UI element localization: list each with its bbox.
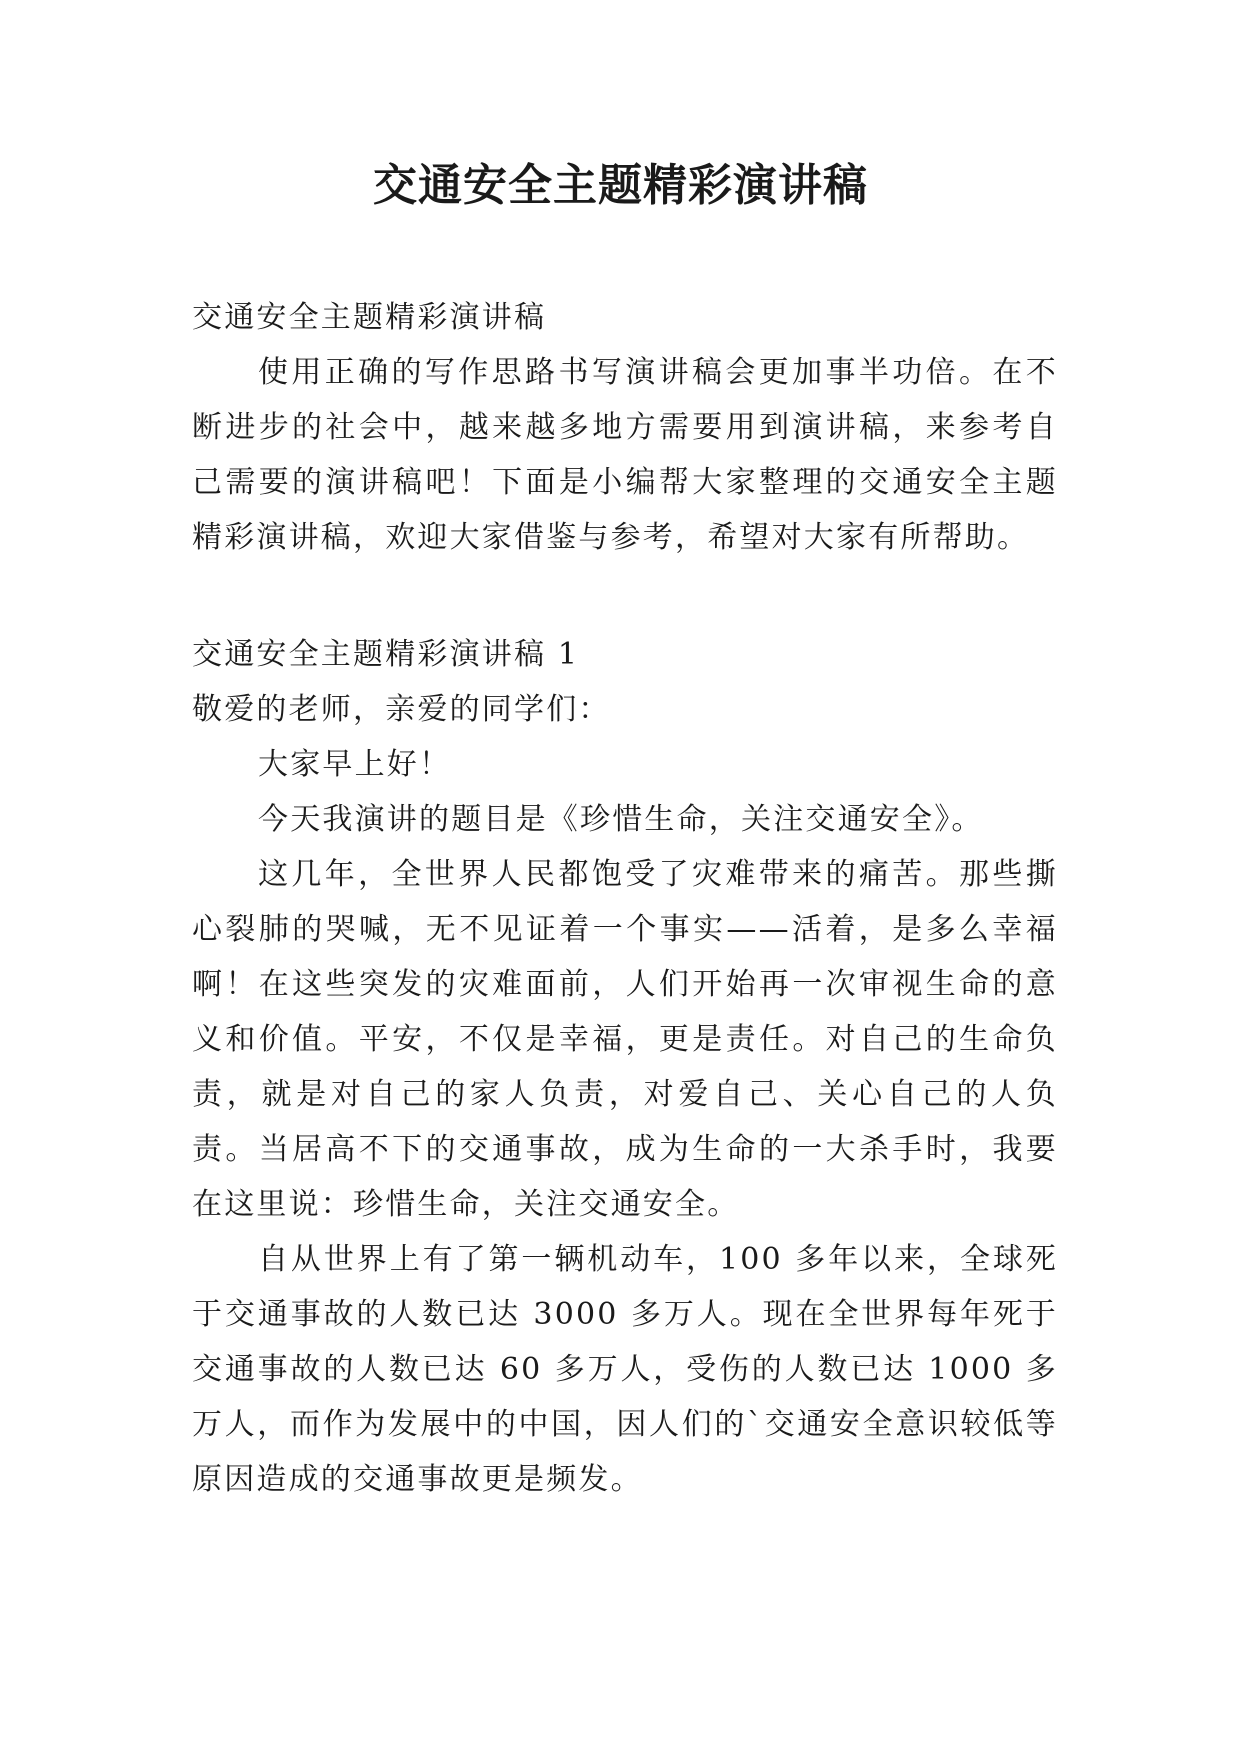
body-paragraph: 自从世界上有了第一辆机动车，100 多年以来，全球死于交通事故的人数已达 3000 多万人。现在全世界每年死于交通事故的人数已达 60 多万人，受伤的人数已达 1000 多万人，而作为发展中的中国，因人们的`交通安全意识较低等原因造成的交通事故更是频发。: [192, 1242, 1058, 1497]
document-title: 交通安全主题精彩演讲稿: [373, 160, 868, 211]
body-paragraph: 这几年，全世界人民都饱受了灾难带来的痛苦。那些撕心裂肺的哭喊，无不见证着一个事实——活着，是多么幸福啊！在这些突发的灾难面前，人们开始再一次审视生命的意义和价值。平安，不仅是幸福，更是责任。对自己的生命负责，就是对自己的家人负责，对爱自己、关心自己的人负责。当居高不下的交通事故，成为生命的一大杀手时，我要在这里说：珍惜生命，关注交通安全。: [192, 857, 1058, 1222]
subtitle: 交通安全主题精彩演讲稿: [192, 300, 547, 335]
document-body: [192, 290, 1058, 1507]
greeting: 大家早上好！: [258, 747, 452, 782]
section-gap: [192, 565, 1058, 627]
intro-paragraph: 使用正确的写作思路书写演讲稿会更加事半功倍。在不断进步的社会中，越来越多地方需要用到演讲稿，来参考自己需要的演讲稿吧！下面是小编帮大家整理的交通安全主题精彩演讲稿，欢迎大家借鉴与参考，希望对大家有所帮助。: [192, 355, 1058, 555]
section-heading: 交通安全主题精彩演讲稿 1: [192, 637, 580, 672]
salutation: 敬爱的老师，亲爱的同学们：: [192, 692, 611, 727]
body-paragraph: 今天我演讲的题目是《珍惜生命，关注交通安全》。: [258, 802, 984, 837]
